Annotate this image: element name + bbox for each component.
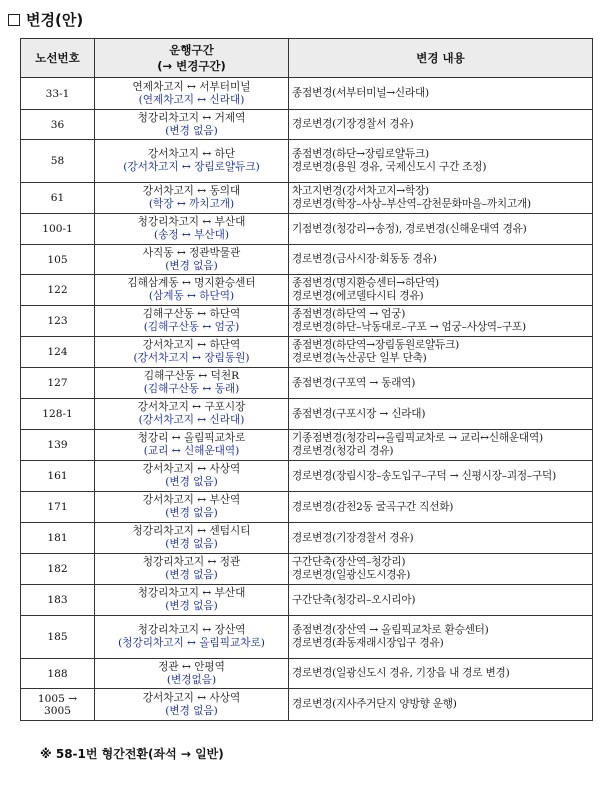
route-section xyxy=(95,337,289,368)
table-row xyxy=(21,523,593,554)
current-section: 김해삼계동 ↔ 명지환승센터 xyxy=(127,277,256,289)
current-section: 강서차고지 ↔ 사상역 xyxy=(142,691,241,704)
header-route-number: 노선번호 xyxy=(21,39,95,78)
table-row xyxy=(21,78,593,110)
route-section xyxy=(95,430,289,461)
change-item: 종점변경(장산역 → 올림픽교차로 환승센터) xyxy=(292,624,489,636)
changed-section: (연제차고지 ↔ 신라대) xyxy=(138,93,245,106)
change-details xyxy=(289,140,593,183)
heading-text: 변경(안) xyxy=(26,11,84,29)
route-section xyxy=(95,689,289,721)
route-number: 1005 → 3005 xyxy=(21,689,95,721)
change-details xyxy=(289,245,593,275)
route-change-table xyxy=(20,38,593,721)
table-body xyxy=(21,78,593,721)
route-number: 181 xyxy=(21,523,95,554)
table-row xyxy=(21,399,593,430)
changed-section: (학장 ↔ 까치고개) xyxy=(148,198,235,210)
table-row xyxy=(21,183,593,214)
change-item: 경로변경(에코델타시티 경유) xyxy=(292,290,424,302)
changed-section: (변경없음) xyxy=(166,673,217,686)
changed-section: (변경 없음) xyxy=(165,600,218,612)
route-number: 123 xyxy=(21,306,95,337)
route-number: 124 xyxy=(21,337,95,368)
route-section xyxy=(95,183,289,214)
route-section xyxy=(95,140,289,183)
current-section: 김해구산동 ↔ 덕천R xyxy=(143,370,240,382)
change-details xyxy=(289,585,593,616)
route-section xyxy=(95,554,289,585)
route-section xyxy=(95,461,289,492)
change-item: 차고지변경(강서차고지→학장) xyxy=(292,185,429,197)
route-number: 183 xyxy=(21,585,95,616)
change-details xyxy=(289,306,593,337)
changed-section: (청강리차고지 ↔ 올림픽교차로) xyxy=(118,637,265,649)
changed-section: (김해구산동 ↔ 동래) xyxy=(143,383,240,395)
change-item: 종점변경(구포시장 → 신라대) xyxy=(292,407,426,420)
route-section xyxy=(95,492,289,523)
route-number: 188 xyxy=(21,659,95,689)
current-section: 청강리차고지 ↔ 센텀시티 xyxy=(132,525,251,537)
change-details xyxy=(289,461,593,492)
change-item: 경로변경(학장–사상–부산역–감천문화마을–까치고개) xyxy=(292,198,531,210)
route-number: 127 xyxy=(21,368,95,399)
current-section: 사직동 ↔ 정관박물관 xyxy=(142,246,241,259)
change-details xyxy=(289,554,593,585)
change-details xyxy=(289,659,593,689)
table-row xyxy=(21,585,593,616)
change-details xyxy=(289,337,593,368)
current-section: 청강리 ↔ 올림픽교차로 xyxy=(137,432,246,444)
table-row xyxy=(21,430,593,461)
route-number: 185 xyxy=(21,616,95,659)
table-row xyxy=(21,368,593,399)
route-section xyxy=(95,245,289,275)
route-number: 182 xyxy=(21,554,95,585)
header-change: 변경 내용 xyxy=(289,39,593,78)
route-number: 139 xyxy=(21,430,95,461)
change-item: 경로변경(금사시장·회동동 경유) xyxy=(292,253,437,265)
route-section xyxy=(95,78,289,110)
route-number: 58 xyxy=(21,140,95,183)
current-section: 정관 ↔ 안평역 xyxy=(158,660,225,673)
route-section xyxy=(95,275,289,306)
change-item: 경로변경(지사주거단지 양방향 운행) xyxy=(292,698,457,710)
change-details xyxy=(289,399,593,430)
change-item: 경로변경(일광신도시 경유, 기장읍 내 경로 변경) xyxy=(292,667,510,679)
route-number: 171 xyxy=(21,492,95,523)
route-section xyxy=(95,368,289,399)
change-item: 경로변경(기장경찰서 경유) xyxy=(292,118,414,130)
table-row xyxy=(21,110,593,140)
changed-section: (삼계동 ↔ 하단역) xyxy=(148,290,235,302)
route-section xyxy=(95,616,289,659)
table-row xyxy=(21,492,593,523)
changed-section: (교리 ↔ 신해운대역) xyxy=(143,445,240,457)
table-row xyxy=(21,616,593,659)
changed-section: (김해구산동 ↔ 엄궁) xyxy=(143,321,240,333)
table-row xyxy=(21,275,593,306)
current-section: 강서차고지 ↔ 하단역 xyxy=(142,339,241,351)
current-section: 연제차고지 ↔ 서부터미널 xyxy=(132,80,251,93)
table-row xyxy=(21,245,593,275)
route-number: 36 xyxy=(21,110,95,140)
change-details xyxy=(289,78,593,110)
current-section: 청강리차고지 ↔ 장산역 xyxy=(137,624,246,636)
table-row xyxy=(21,306,593,337)
route-section xyxy=(95,306,289,337)
change-item: 경로변경(감천2동 굴곡구간 직선화) xyxy=(292,500,454,513)
change-item: 경로변경(용원 경유, 국제신도시 구간 조정) xyxy=(292,161,487,173)
change-item: 경로변경(좌동재래시장입구 경유) xyxy=(292,637,444,649)
change-item: 종점변경(하단역 → 엄궁) xyxy=(292,308,406,320)
change-item: 구간단축(장산역–청강리) xyxy=(292,556,406,568)
table-row xyxy=(21,461,593,492)
route-number: 61 xyxy=(21,183,95,214)
change-item: 구간단축(청강리–오시리아) xyxy=(292,593,416,606)
route-section xyxy=(95,110,289,140)
changed-section: (변경 없음) xyxy=(165,704,218,717)
table-header-row xyxy=(21,39,593,78)
change-details xyxy=(289,110,593,140)
change-item: 종점변경(하단역→장림동원로얄듀크) xyxy=(292,339,460,351)
page-heading xyxy=(8,9,83,30)
current-section: 강서차고지 ↔ 부산역 xyxy=(142,494,241,506)
change-details xyxy=(289,616,593,659)
changed-section: (강서차고지 ↔ 장림로얄듀크) xyxy=(123,161,260,173)
checkbox-square-icon xyxy=(8,14,20,26)
change-item: 경로변경(장림시장–송도입구–구덕 → 신평시장–괴정–구덕) xyxy=(292,469,557,482)
changed-section: (송정 ↔ 부산대) xyxy=(153,229,230,241)
change-details xyxy=(289,368,593,399)
current-section: 김해구산동 ↔ 하단역 xyxy=(142,308,241,320)
changed-section: (변경 없음) xyxy=(165,569,218,581)
change-details xyxy=(289,689,593,721)
route-number: 33-1 xyxy=(21,78,95,110)
route-section xyxy=(95,399,289,430)
changed-section: (변경 없음) xyxy=(165,507,218,519)
change-item: 종점변경(구포역 → 동래역) xyxy=(292,376,416,389)
table-row xyxy=(21,140,593,183)
current-section: 청강리차고지 ↔ 정관 xyxy=(142,556,241,568)
change-details xyxy=(289,275,593,306)
change-details xyxy=(289,492,593,523)
change-details xyxy=(289,430,593,461)
table-row xyxy=(21,689,593,721)
route-number: 161 xyxy=(21,461,95,492)
table-row xyxy=(21,659,593,689)
change-item: 경로변경(기장경찰서 경유) xyxy=(292,531,414,544)
changed-section: (강서차고지 ↔ 신라대) xyxy=(138,414,245,426)
change-details xyxy=(289,523,593,554)
current-section: 청강리차고지 ↔ 거제역 xyxy=(137,111,246,124)
header-section xyxy=(95,39,289,78)
change-item: 기종점변경(청강리↔올림픽교차로 → 교리↔신해운대역) xyxy=(292,432,543,444)
current-section: 강서차고지 ↔ 사상역 xyxy=(142,463,241,475)
changed-section: (변경 없음) xyxy=(165,476,218,488)
change-details xyxy=(289,214,593,245)
route-number: 128-1 xyxy=(21,399,95,430)
current-section: 강서차고지 ↔ 하단 xyxy=(147,148,236,160)
route-section xyxy=(95,585,289,616)
route-number: 105 xyxy=(21,245,95,275)
change-item: 경로변경(일광신도시경유) xyxy=(292,569,411,581)
current-section: 청강리차고지 ↔ 부산대 xyxy=(137,587,246,599)
change-item: 경로변경(청강리 경유) xyxy=(292,445,394,457)
change-item: 종점변경(하단→장림로얄듀크) xyxy=(292,148,429,160)
route-section xyxy=(95,659,289,689)
table-row xyxy=(21,554,593,585)
current-section: 강서차고지 ↔ 구포시장 xyxy=(137,401,246,413)
route-section xyxy=(95,214,289,245)
change-item: 경로변경(녹산공단 일부 단축) xyxy=(292,352,427,364)
table-row xyxy=(21,214,593,245)
route-section xyxy=(95,523,289,554)
change-item: 종점변경(명지환승센터→하단역) xyxy=(292,277,439,289)
footnote: ※ 58-1번 형간전환(좌석 → 일반) xyxy=(40,747,224,761)
table-row xyxy=(21,337,593,368)
route-number: 100-1 xyxy=(21,214,95,245)
changed-section: (변경 없음) xyxy=(165,538,218,550)
change-item: 기점변경(청강리→송정), 경로변경(신해운대역 경유) xyxy=(292,222,527,235)
change-details xyxy=(289,183,593,214)
changed-section: (변경 없음) xyxy=(165,259,218,272)
changed-section: (변경 없음) xyxy=(165,124,218,137)
changed-section: (강서차고지 ↔ 장림동원) xyxy=(133,352,250,364)
change-item: 경로변경(하단–낙동대로–구포 → 엄궁–사상역–구포) xyxy=(292,321,526,333)
current-section: 강서차고지 ↔ 동의대 xyxy=(142,185,241,197)
route-number: 122 xyxy=(21,275,95,306)
header-section-sub: (→ 변경구간) xyxy=(157,59,226,73)
current-section: 청강리차고지 ↔ 부산대 xyxy=(137,216,246,228)
change-item: 종점변경(서부터미널→신라대) xyxy=(292,87,429,99)
header-section-label: 운행구간 xyxy=(169,43,214,57)
